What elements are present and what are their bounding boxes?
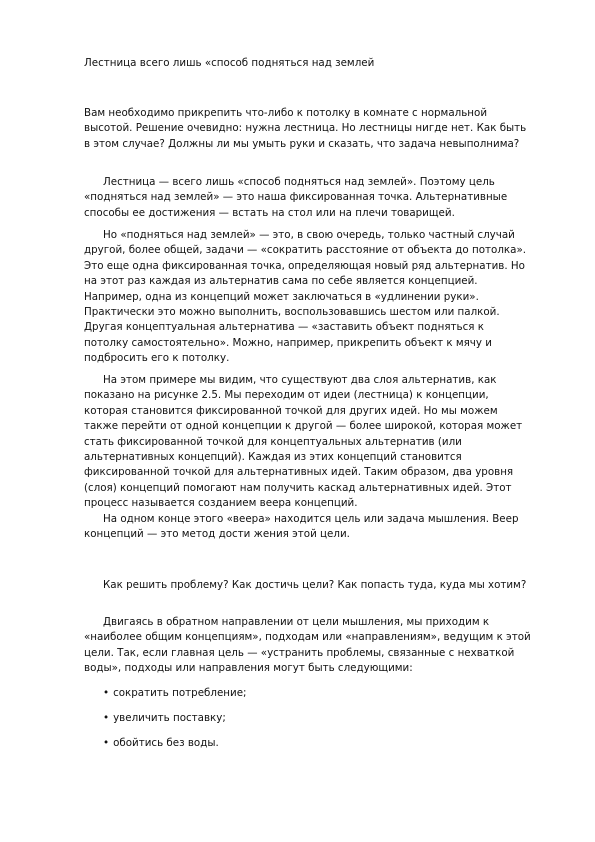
paragraph-questions: Как решить проблему? Как достичь цели? Как попасть туда, куда мы хотим?: [103, 579, 527, 591]
paragraph-concepts: Но «подняться над землей» — это, в свою очередь, только частный случай другой, более общей, задачи — «сократить расстояние от объекта до потолка». Это еще одна фиксированная точка, определяющая новый ряд альтернатив. Но на этот раз каждая из альтернатив сама по себе является концепцией. Например, одна из концепций может заключаться в «удлинении руки». Практически это можно выполнить, воспользовавшись шестом или палкой. Другая концептуальная альтернатива — «заставить объект подняться к потолку самостоятельно». Можно, например, прикрепить объект к мячу и подбросить его к потолку.: [84, 229, 527, 365]
paragraph-intro: Вам необходимо прикрепить что-либо к потолку в комнате с нормальной высотой. Решение очевидно: нужна лестница. Но лестницы нигде нет. Как быть в этом случае? Должны ли мы умыть руки и сказать, что задача невыполнима?: [84, 107, 527, 150]
bullet-item: [103, 711, 523, 726]
document-title: Лестница всего лишь «способ подняться над землей: [84, 57, 375, 69]
paragraph-ladder: Лестница — всего лишь «способ подняться над землей». Поэтому цель «подняться над землей» — это наша фиксированная точка. Альтернативные способы ее достижения — встать на стол или на плечи товарищей.: [84, 176, 508, 219]
bullet-symbol: •: [103, 712, 110, 724]
paragraph-layers: На этом примере мы видим, что существуют два слоя альтернатив, как показано на рисунке 2.5. Мы переходим от идеи (лестница) к концепции, которая становится фиксированной точкой для других идей. Но мы можем также перейти от одной концепции к другой — более широкой, которая может стать фиксированной точкой для концептуальных альтернатив (или альтернативных концепций). Каждая из этих концепций становится фиксированной точкой для альтернативных идей. Таким образом, два уровня (слоя) концепций помогают нам получить каскад альтернативных идей. Этот процесс называется созданием веера концепций.: [84, 374, 523, 510]
bullet-symbol: •: [103, 687, 110, 699]
bullet-text: сократить потребление;: [113, 687, 247, 699]
bullet-symbol: •: [103, 737, 110, 749]
bullet-item: [103, 686, 523, 701]
paragraph-fan: На одном конце этого «веера» находится цель или задача мышления. Веер концепций — это метод дости жения этой цели.: [84, 513, 519, 541]
bullet-text: обойтись без воды.: [113, 737, 219, 749]
bullet-text: увеличить поставку;: [113, 712, 226, 724]
bullet-item: [103, 736, 523, 751]
paragraph-directions: Двигаясь в обратном направлении от цели мышления, мы приходим к «наиболее общим концепциям», подходам или «направлениям», ведущим к этой цели. Так, если главная цель — «устранить проблемы, связанные с нехваткой воды», подходы или направления могут быть следующими:: [84, 616, 531, 675]
